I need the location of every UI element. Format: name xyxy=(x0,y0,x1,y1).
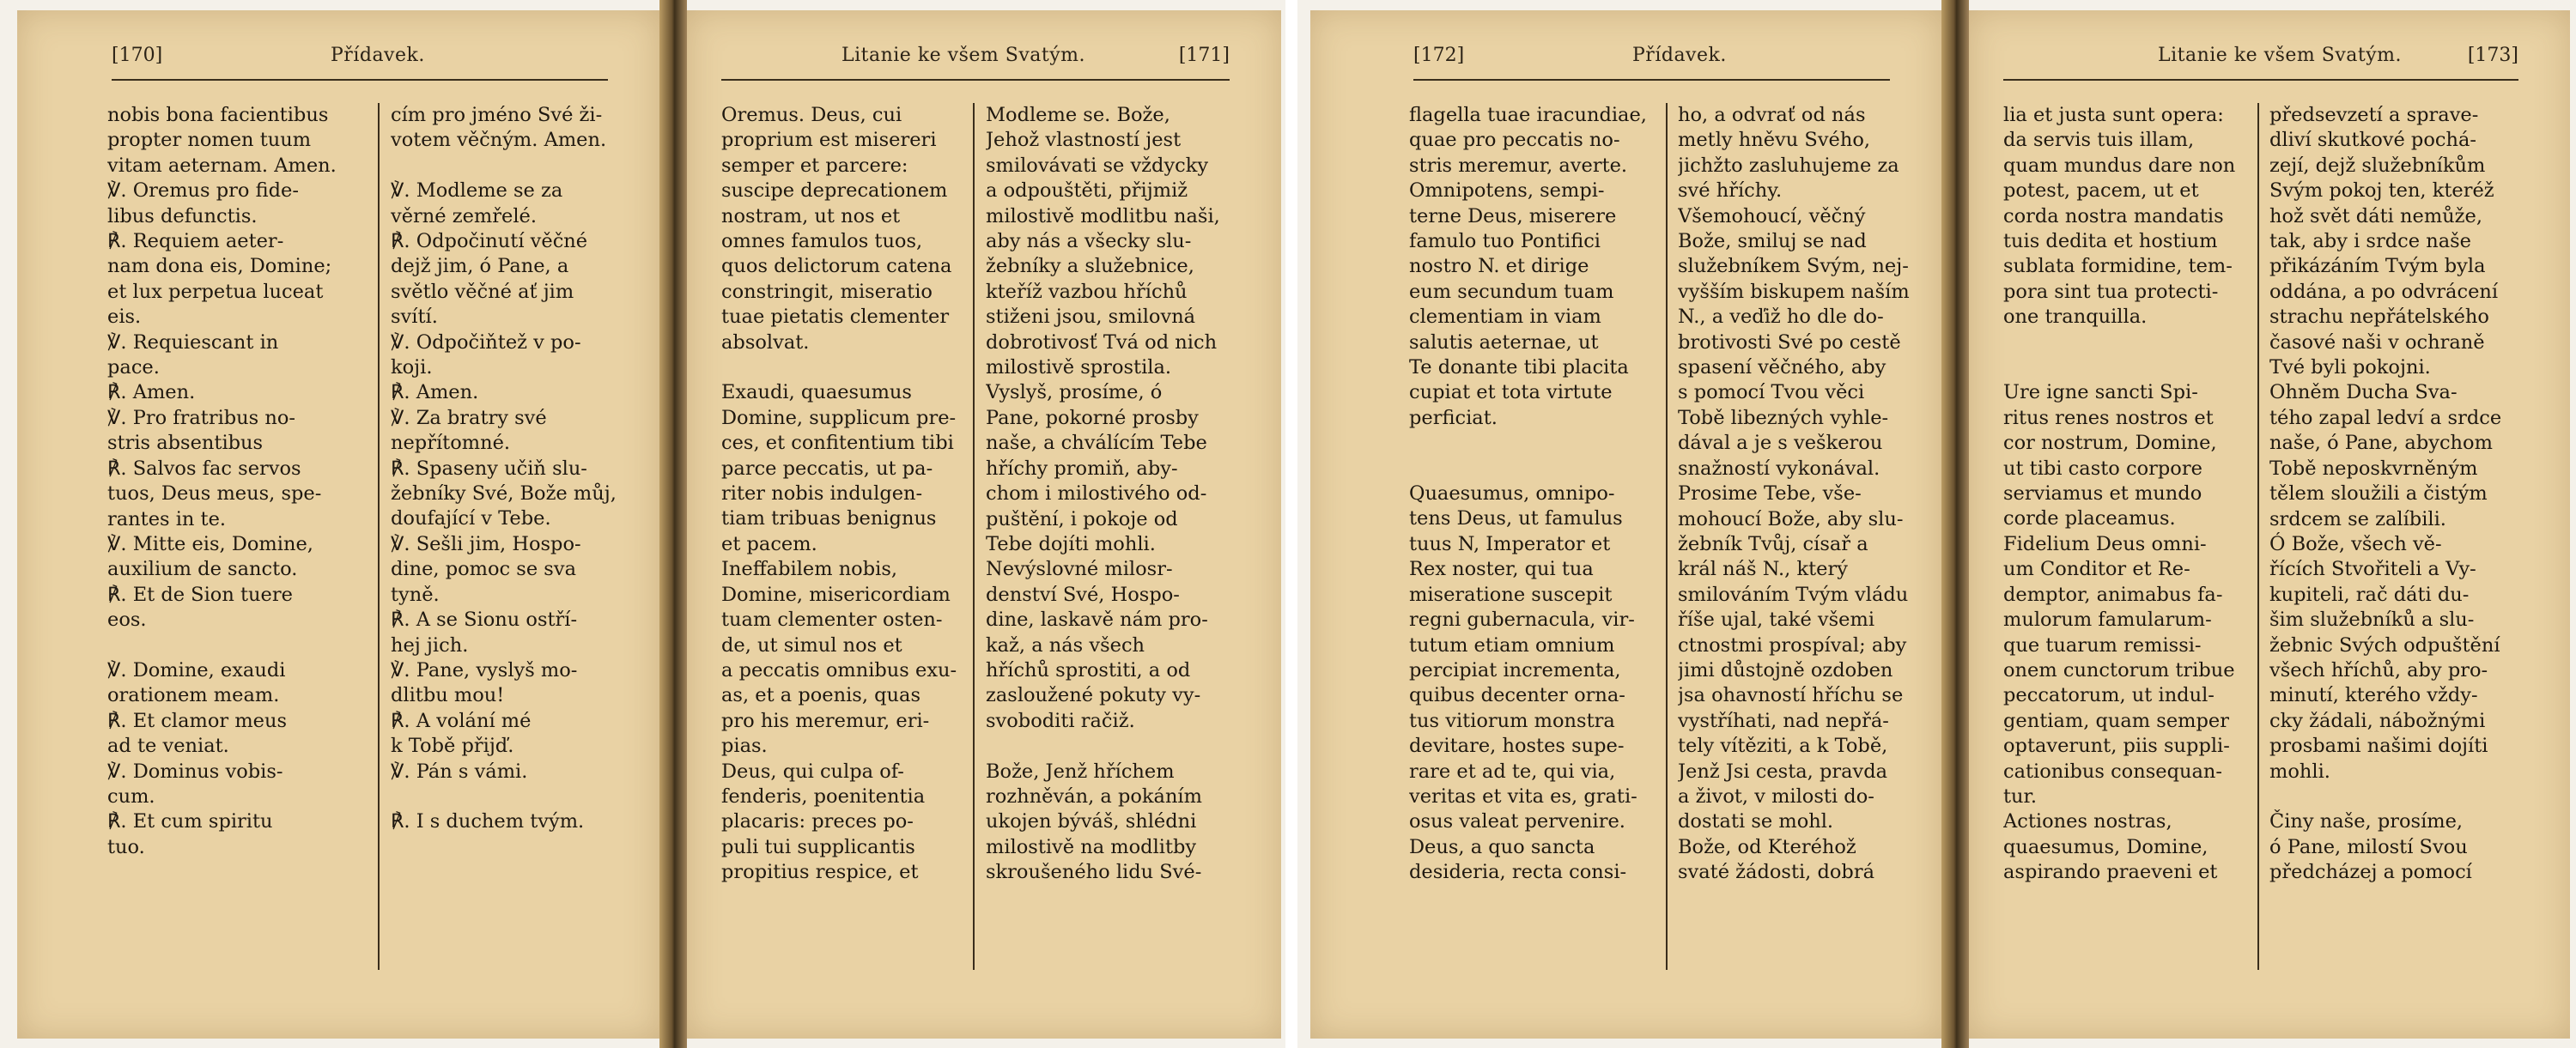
text-line: Domine, misericordiam xyxy=(721,583,951,606)
text-line: král náš N., který xyxy=(1678,558,1848,581)
text-line: tuis dedita et hostium xyxy=(2003,230,2218,253)
text-line: koji. xyxy=(391,356,433,379)
text-line: ℣. Odpočiňtež v po- xyxy=(391,330,581,354)
text-line: nostro N. et dirige xyxy=(1409,255,1589,278)
text-line: stris meremur, averte. xyxy=(1409,154,1628,177)
text-line: skroušeného lidu Své- xyxy=(986,861,1202,884)
text-line: Quaesumus, omnipo- xyxy=(1409,482,1615,506)
text-line: miseratione suscepit xyxy=(1409,583,1613,606)
text-line: terne Deus, miserere xyxy=(1409,204,1617,227)
text-line: chom i milostivého od- xyxy=(986,482,1207,506)
text-line: Jehož vlastností jest xyxy=(986,129,1182,152)
text-line: žebnic Svých odpuštění xyxy=(2269,633,2500,657)
text-line: Ó Bože, všech vě- xyxy=(2269,532,2442,555)
page-number: [171] xyxy=(1178,45,1230,66)
page-header xyxy=(721,45,1230,79)
text-line: ℣. Dominus vobis- xyxy=(107,760,283,783)
text-line: Bože, Jenž hříchem xyxy=(986,760,1175,783)
text-line: tak, aby i srdce naše xyxy=(2269,230,2471,253)
text-line: regni gubernacula, vir- xyxy=(1409,609,1635,632)
text-line: onem cunctorum tribue xyxy=(2003,658,2235,682)
text-line: proprium est misereri xyxy=(721,129,937,152)
text-line: Bože, smiluj se nad xyxy=(1678,230,1867,253)
text-line xyxy=(721,355,962,380)
text-line: da servis tuis illam, xyxy=(2003,129,2195,152)
latin-column xyxy=(1409,103,1654,886)
text-line: ℟. A volání mé xyxy=(391,709,532,732)
text-line: tur. xyxy=(2003,784,2037,808)
text-line: říše ujal, také všemi xyxy=(1678,609,1875,632)
scan-spread-left xyxy=(0,0,1285,1048)
text-line: puštění, i pokoje od xyxy=(986,507,1178,530)
text-line: pora sint tua protecti- xyxy=(2003,280,2219,303)
text-line: tuam clementer osten- xyxy=(721,609,943,632)
text-line: Ure igne sancti Spi- xyxy=(2003,381,2198,404)
text-line: orationem meam. xyxy=(107,684,280,707)
text-line: absolvat. xyxy=(721,330,810,354)
text-line: tuos, Deus meus, spe- xyxy=(107,482,322,506)
text-line: brotivosti Své po cestě xyxy=(1678,330,1901,354)
text-line: ℣. Pro fratribus no- xyxy=(107,406,296,429)
text-line: Rex noster, qui tua xyxy=(1409,558,1594,581)
text-line: žebníky Své, Bože můj, xyxy=(391,482,617,506)
text-line: všech hříchů, aby pro- xyxy=(2269,658,2488,682)
text-line: šim služebníků a slu- xyxy=(2269,609,2475,632)
text-line: zasloužené pokuty vy- xyxy=(986,684,1201,707)
running-title: Litanie ke všem Svatým. xyxy=(841,45,1085,66)
page-number: [170] xyxy=(112,45,163,66)
text-line: ad te veniat. xyxy=(107,735,229,758)
text-line xyxy=(391,154,648,179)
text-line: Ohněm Ducha Sva- xyxy=(2269,381,2458,404)
text-line: řících Stvořiteli a Vy- xyxy=(2269,558,2476,581)
text-line: rozhněván, a pokáním xyxy=(986,784,1202,808)
text-line: ℣. Pane, vyslyš mo- xyxy=(391,658,578,682)
text-line: denství Své, Hospo- xyxy=(986,583,1180,606)
text-line: pro his meremur, eri- xyxy=(721,709,930,732)
text-line: mohli. xyxy=(2269,760,2330,783)
text-line xyxy=(391,784,648,809)
text-line xyxy=(1409,431,1654,456)
header-rule xyxy=(2003,79,2518,81)
text-line: Všemohoucí, věčný xyxy=(1678,204,1866,227)
text-line: vystříhati, nad nepřá- xyxy=(1678,709,1889,732)
text-line: Fidelium Deus omni- xyxy=(2003,532,2207,555)
text-line: ces, et confitentium tibi xyxy=(721,432,954,455)
text-line: corda nostra mandatis xyxy=(2003,204,2224,227)
text-line: Činy naše, prosíme, xyxy=(2269,810,2464,833)
text-line: N., a veďiž ho dle do- xyxy=(1678,306,1884,329)
text-line: tuo. xyxy=(107,835,145,858)
text-line: Pane, pokorné prosby xyxy=(986,406,1199,429)
text-line: stiženi jsou, smilovná xyxy=(986,306,1196,329)
text-line: Exaudi, quaesumus xyxy=(721,381,912,404)
running-title: Litanie ke všem Svatým. xyxy=(2158,45,2402,66)
text-line: oddána, a po odvrácení xyxy=(2269,280,2499,303)
text-line: dobrotivosť Tvá od nich xyxy=(986,330,1218,354)
text-line: libus defunctis. xyxy=(107,204,258,227)
text-line: Deus, a quo sancta xyxy=(1409,835,1595,858)
text-line: vyšším biskupem naším xyxy=(1678,280,1910,303)
text-line: eum secundum tuam xyxy=(1409,280,1614,303)
text-line: flagella tuae iracundiae, xyxy=(1409,104,1647,126)
text-line: ℣. Za bratry své xyxy=(391,406,547,429)
text-line: naše, a chválícím Tebe xyxy=(986,432,1207,455)
text-line: ℟. Et cum spiritu xyxy=(107,810,273,833)
text-line: cupiat et tota virtute xyxy=(1409,381,1613,404)
book-gutter xyxy=(1941,0,1969,1048)
text-line: snažností vykonával. xyxy=(1678,457,1880,480)
text-line: jimi důstojně ozdoben xyxy=(1678,658,1893,682)
text-line: serviamus et mundo xyxy=(2003,482,2202,506)
text-line: quos delictorum catena xyxy=(721,255,952,278)
text-line: dostati se mohl. xyxy=(1678,810,1834,833)
text-line: constringit, miseratio xyxy=(721,280,933,303)
text-line: parce peccatis, ut pa- xyxy=(721,457,933,480)
text-line: tělem sloužili a čistým xyxy=(2269,482,2488,506)
text-line: one tranquilla. xyxy=(2003,306,2148,329)
text-line: svaté žádosti, dobrá xyxy=(1678,861,1875,884)
text-line: milostivě na modlitby xyxy=(986,835,1197,858)
text-line: hříchy promiň, aby- xyxy=(986,457,1178,480)
latin-column xyxy=(107,103,365,860)
text-line: milostivě sprostila. xyxy=(986,356,1172,379)
text-line: optaverunt, piis suppli- xyxy=(2003,735,2230,758)
text-line: rare et ad te, qui via, xyxy=(1409,760,1616,783)
text-line: ℟. Et de Sion tuere xyxy=(107,583,293,606)
text-line: ℟. Odpočinutí věčné xyxy=(391,230,588,253)
text-line: gentiam, quam semper xyxy=(2003,709,2229,732)
text-line: auxilium de sancto. xyxy=(107,558,298,581)
text-line: tus vitiorum monstra xyxy=(1409,709,1615,732)
text-line: perficiat. xyxy=(1409,406,1498,429)
text-line: světlo věčné ať jim xyxy=(391,280,574,303)
running-title: Přídavek. xyxy=(331,45,425,66)
text-line: mulorum famularum- xyxy=(2003,609,2212,632)
text-line xyxy=(1409,457,1654,482)
text-line: Prosime Tebe, vše- xyxy=(1678,482,1862,506)
text-line: předsevzetí a sprave- xyxy=(2269,104,2479,126)
header-rule xyxy=(1413,79,1890,81)
text-line: ukojen býváš, shlédni xyxy=(986,810,1197,833)
text-line: srdcem se zalíbili. xyxy=(2269,507,2446,530)
text-line: sublata formidine, tem- xyxy=(2003,255,2233,278)
czech-column xyxy=(1678,103,1927,886)
text-line: přikázáním Tvým byla xyxy=(2269,255,2486,278)
text-line: tyně. xyxy=(391,583,440,606)
text-line: osus valeat pervenire. xyxy=(1409,810,1625,833)
text-line xyxy=(107,633,365,658)
text-line: a odpouštěti, přijmiž xyxy=(986,179,1188,203)
text-line: smilovávati se vždycky xyxy=(986,154,1209,177)
text-line: nobis bona facientibus xyxy=(107,104,329,126)
text-line: tuae pietatis clementer xyxy=(721,306,950,329)
text-line: spasení věčného, aby xyxy=(1678,356,1886,379)
text-line xyxy=(2269,784,2527,809)
column-divider xyxy=(2257,103,2259,970)
scan-spread-right xyxy=(1297,0,2576,1048)
text-line: ℟. Amen. xyxy=(391,381,479,404)
page-number: [173] xyxy=(2467,45,2518,66)
text-line: Actiones nostras, xyxy=(2003,810,2172,833)
text-line: Svým pokoj ten, kteréž xyxy=(2269,179,2494,203)
text-line: předcházej a pomocí xyxy=(2269,861,2472,884)
text-line: k Tobě přijď. xyxy=(391,735,514,758)
text-line: cum. xyxy=(107,784,155,808)
text-line: pias. xyxy=(721,735,768,758)
text-line: rantes in te. xyxy=(107,507,227,530)
text-line: ℟. Spaseny učiň slu- xyxy=(391,457,587,480)
text-line: ut tibi casto corpore xyxy=(2003,457,2202,480)
text-line: smilováním Tvým vládu xyxy=(1678,583,1909,606)
text-line: jichžto zasluhujeme za xyxy=(1678,154,1899,177)
text-line: hož svět dáti nemůže, xyxy=(2269,204,2482,227)
text-line: hej jich. xyxy=(391,633,469,657)
header-rule xyxy=(112,79,608,81)
text-line: dliví skutkové pochá- xyxy=(2269,129,2476,152)
text-line: jsa ohavností hříchu se xyxy=(1678,684,1904,707)
column-divider xyxy=(1666,103,1668,970)
text-line: strachu nepřátelského xyxy=(2269,306,2489,329)
text-line: omnes famulos tuos, xyxy=(721,230,923,253)
text-line: metly hněvu Svého, xyxy=(1678,129,1871,152)
text-line: ℟. I s duchem tvým. xyxy=(391,810,585,833)
text-line: stris absentibus xyxy=(107,432,264,455)
text-line: fenderis, poenitentia xyxy=(721,784,926,808)
text-line: potest, pacem, ut et xyxy=(2003,179,2199,203)
text-line: žebník Tvůj, císař a xyxy=(1678,532,1868,555)
latin-column xyxy=(2003,103,2244,886)
text-line: nostram, ut nos et xyxy=(721,204,901,227)
text-line: eos. xyxy=(107,609,147,632)
text-line: naše, ó Pane, abychom xyxy=(2269,432,2493,455)
text-line: salutis aeternae, ut xyxy=(1409,330,1599,354)
page-171 xyxy=(687,10,1281,1039)
text-line: ℟. Et clamor meus xyxy=(107,709,288,732)
text-line: propter nomen tuum xyxy=(107,129,312,152)
text-line: ℣. Domine, exaudi xyxy=(107,658,286,682)
page-header xyxy=(1413,45,1890,79)
text-line: Vyslyš, prosíme, ó xyxy=(986,381,1163,404)
text-line: Nevýslovné milosr- xyxy=(986,558,1173,581)
text-line: ℣. Sešli jim, Hospo- xyxy=(391,532,581,555)
text-line: eis. xyxy=(107,306,142,329)
text-line xyxy=(2003,355,2244,380)
text-line: minutí, kterého vždy- xyxy=(2269,684,2478,707)
text-line: clementiam in viam xyxy=(1409,306,1601,329)
text-line: kupiteli, rač dáti du- xyxy=(2269,583,2470,606)
text-line: percipiat incrementa, xyxy=(1409,658,1621,682)
text-line: cor nostrum, Domine, xyxy=(2003,432,2217,455)
text-line: aspirando praeveni et xyxy=(2003,861,2218,884)
text-line: pace. xyxy=(107,356,160,379)
text-line: desideria, recta consi- xyxy=(1409,861,1627,884)
text-line: tutum etiam omnium xyxy=(1409,633,1615,657)
text-line: ó Pane, milostí Svou xyxy=(2269,835,2468,858)
text-line: peccatorum, ut indul- xyxy=(2003,684,2215,707)
text-line: ℣. Modleme se za xyxy=(391,179,563,203)
text-line: et lux perpetua luceat xyxy=(107,280,324,303)
text-line: um Conditor et Re- xyxy=(2003,558,2190,581)
header-rule xyxy=(721,79,1230,81)
text-line: Omnipotens, sempi- xyxy=(1409,179,1605,203)
text-line: Jenž Jsi cesta, pravda xyxy=(1678,760,1888,783)
text-line: časové naši v ochraně xyxy=(2269,330,2485,354)
text-line: aby nás a všecky slu- xyxy=(986,230,1192,253)
text-line: nam dona eis, Domine; xyxy=(107,255,332,278)
text-line: kteříž vazbou hříchů xyxy=(986,280,1188,303)
czech-column xyxy=(391,103,648,835)
text-line: devitare, hostes supe- xyxy=(1409,735,1625,758)
book-gutter xyxy=(659,0,687,1048)
text-line: quibus decenter orna- xyxy=(1409,684,1625,707)
text-line: dával a je s veškerou xyxy=(1678,432,1883,455)
text-line: tiam tribuas benignus xyxy=(721,507,937,530)
text-line: as, et a poenis, quas xyxy=(721,684,920,707)
text-line: věrné zemřelé. xyxy=(391,204,537,227)
text-line: quaesumus, Domine, xyxy=(2003,835,2208,858)
page-172 xyxy=(1310,10,1941,1039)
text-line: ℣. Mitte eis, Domine, xyxy=(107,532,313,555)
column-divider xyxy=(973,103,975,970)
text-line: ritus renes nostros et xyxy=(2003,406,2214,429)
text-line: Tebe dojíti mohli. xyxy=(986,532,1156,555)
text-line: veritas et vita es, grati- xyxy=(1409,784,1637,808)
text-line: ℟. Requiem aeter- xyxy=(107,230,284,253)
text-line: Tvé byli pokojni. xyxy=(2269,356,2431,379)
text-line: dlitbu mou! xyxy=(391,684,505,707)
text-line: Tobě neposkvrněným xyxy=(2269,457,2478,480)
czech-column xyxy=(2269,103,2527,886)
text-line: cky žádali, nábožnými xyxy=(2269,709,2486,732)
czech-column xyxy=(986,103,1235,886)
text-line: svoboditi račiž. xyxy=(986,709,1135,732)
text-line: služebníkem Svým, nej- xyxy=(1678,255,1909,278)
page-header xyxy=(2003,45,2518,79)
latin-column xyxy=(721,103,962,886)
page-173 xyxy=(1969,10,2570,1039)
text-line: své hříchy. xyxy=(1678,179,1783,203)
text-line: Domine, supplicum pre- xyxy=(721,406,957,429)
text-line xyxy=(986,734,1235,759)
text-line: Ineffabilem nobis, xyxy=(721,558,898,581)
text-line: ℟. Amen. xyxy=(107,381,196,404)
text-line: Te donante tibi placita xyxy=(1409,356,1629,379)
text-line: zejí, dejž služebníkům xyxy=(2269,154,2486,177)
text-line: ℣. Oremus pro fide- xyxy=(107,179,299,203)
text-line: Bože, od Kteréhož xyxy=(1678,835,1856,858)
text-line: riter nobis indulgen- xyxy=(721,482,923,506)
text-line: que tuarum remissi- xyxy=(2003,633,2202,657)
running-title: Přídavek. xyxy=(1632,45,1727,66)
text-line: quam mundus dare non xyxy=(2003,154,2236,177)
text-line: doufající v Tebe. xyxy=(391,507,551,530)
text-line: tens Deus, ut famulus xyxy=(1409,507,1623,530)
page-number: [172] xyxy=(1413,45,1465,66)
text-line: s pomocí Tvou věci xyxy=(1678,381,1865,404)
text-line: Modleme se. Bože, xyxy=(986,104,1170,126)
text-line: puli tui supplicantis xyxy=(721,835,915,858)
text-line: votem věčným. Amen. xyxy=(391,129,607,152)
text-line: demptor, animabus fa- xyxy=(2003,583,2223,606)
text-line: žebníky a služebnice, xyxy=(986,255,1194,278)
text-line: tely vítěziti, a k Tobě, xyxy=(1678,735,1888,758)
text-line: a peccatis omnibus exu- xyxy=(721,658,957,682)
text-line: Deus, qui culpa of- xyxy=(721,760,904,783)
text-line: placaris: preces po- xyxy=(721,810,914,833)
text-line: dine, laskavě nám pro- xyxy=(986,609,1208,632)
text-line: ho, a odvrať od nás xyxy=(1678,104,1866,126)
text-line: prosbami našimi dojíti xyxy=(2269,735,2488,758)
text-line: kaž, a nás všech xyxy=(986,633,1145,657)
page-header xyxy=(112,45,608,79)
text-line: ℟. Salvos fac servos xyxy=(107,457,301,480)
text-line: nepřítomné. xyxy=(391,432,511,455)
text-line: ctnostmi prospíval; aby xyxy=(1678,633,1907,657)
text-line: ℣. Pán s vámi. xyxy=(391,760,528,783)
text-line: dine, pomoc se sva xyxy=(391,558,576,581)
text-line: de, ut simul nos et xyxy=(721,633,902,657)
text-line: ℣. Requiescant in xyxy=(107,330,279,354)
text-line: suscipe deprecationem xyxy=(721,179,948,203)
text-line: hříchů sprostiti, a od xyxy=(986,658,1191,682)
text-line: mohoucí Bože, aby slu- xyxy=(1678,507,1904,530)
column-divider xyxy=(378,103,380,970)
text-line: Oremus. Deus, cui xyxy=(721,104,902,126)
text-line: famulo tuo Pontifici xyxy=(1409,230,1601,253)
text-line: tého zapal ledví a srdce xyxy=(2269,406,2502,429)
page-170 xyxy=(17,10,659,1039)
text-line: dejž jim, ó Pane, a xyxy=(391,255,569,278)
text-line: lia et justa sunt opera: xyxy=(2003,104,2224,126)
text-line: a život, v milosti do- xyxy=(1678,784,1874,808)
text-line: svítí. xyxy=(391,306,438,329)
text-line: propitius respice, et xyxy=(721,861,919,884)
text-line: corde placeamus. xyxy=(2003,507,2176,530)
text-line: vitam aeternam. Amen. xyxy=(107,154,337,177)
text-line: ℟. A se Sionu ostří- xyxy=(391,609,578,632)
text-line: tuus N, Imperator et xyxy=(1409,532,1611,555)
text-line: et pacem. xyxy=(721,532,817,555)
text-line xyxy=(2003,330,2244,355)
text-line: milostivě modlitbu naši, xyxy=(986,204,1220,227)
text-line: cationibus consequan- xyxy=(2003,760,2222,783)
text-line: Tobě libezných vyhle- xyxy=(1678,406,1889,429)
text-line: cím pro jméno Své ži- xyxy=(391,104,603,126)
text-line: quae pro peccatis no- xyxy=(1409,129,1620,152)
text-line: semper et parcere: xyxy=(721,154,908,177)
